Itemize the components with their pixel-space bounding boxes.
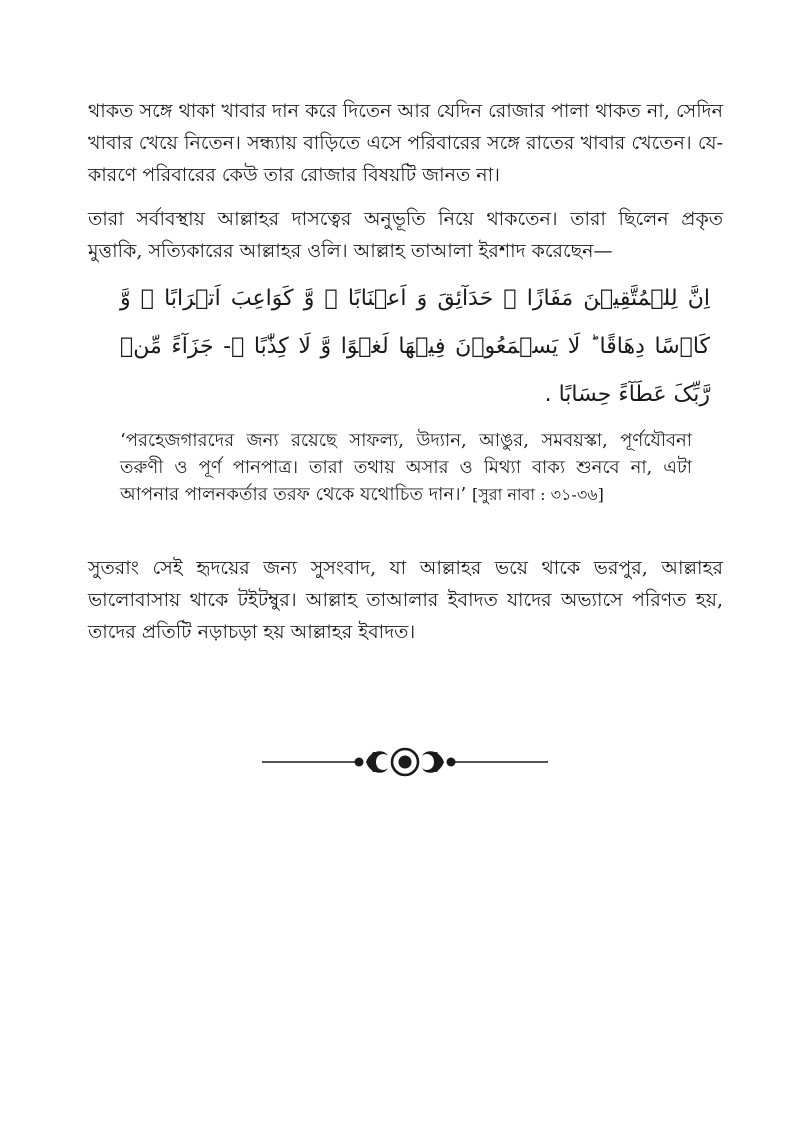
- surah-reference: [সুরা নাবা : ৩১-৩৬]: [472, 485, 604, 504]
- body-paragraph-1: থাকত সঙ্গে থাকা খাবার দান করে দিতেন আর যেদিন রোজার পালা থাকত না, সেদিন খাবার খেয়ে নিতেন। সন্ধ্যায় বাড়িতে এসে পরিবারের সঙ্গে রাতের খাবার খেতেন। যে-কারণে পরিবারের কেউ তার রোজার বিষয়টি জানত না।: [88, 100, 723, 186]
- translation-text: ‘পরহেজগারদের জন্য রয়েছে সাফল্য, উদ্যান, আঙুর, সমবয়স্কা, পূর্ণযৌবনা তরুণী ও পূর্ণ পানপাত্র। তারা তথায় অসার ও মিথ্যা বাক্য শুনবে না, এটা আপনার পালনকর্তার তরফ থেকে যথোচিত দান।’: [120, 430, 692, 505]
- arabic-verse: اِنَّ لِلۡمُتَّقِیۡنَ مَفَازًا ۙ حَدَآئِقَ وَ اَعۡنَابًا ۙ وَّ کَوَاعِبَ اَتۡرَابًا ۙ وَّ کَاۡسًا دِهَاقًا ؕ لَا یَسۡمَعُوۡنَ فِیۡهَا لَغۡوًا وَّ لَا کِذّٰبًا ۚ- جَزَآءً مِّنۡ رَّبِّکَ عَطَآءً حِسَابًا .: [120, 286, 710, 407]
- body-paragraph-2: তারা সর্বাবস্থায় আল্লাহর দাসত্বের অনুভূতি নিয়ে থাকতেন। তারা ছিলেন প্রকৃত মুত্তাকি, সত্যিকারের আল্লাহর ওলি। আল্লাহ তাআলা ইরশাদ করেছেন—: [88, 208, 723, 262]
- section-divider-ornament-icon: [262, 742, 548, 782]
- body-paragraph-3: সুতরাং সেই হৃদয়ের জন্য সুসংবাদ, যা আল্লাহর ভয়ে থাকে ভরপুর, আল্লাহর ভালোবাসায় থাকে টইটম্বুর। আল্লাহ তাআলার ইবাদত যাদের অভ্যাসে পরিণত হয়, তাদের প্রতিটি নড়াচড়া হয় আল্লাহর ইবাদত।: [88, 557, 723, 643]
- verse-translation: [120, 427, 692, 508]
